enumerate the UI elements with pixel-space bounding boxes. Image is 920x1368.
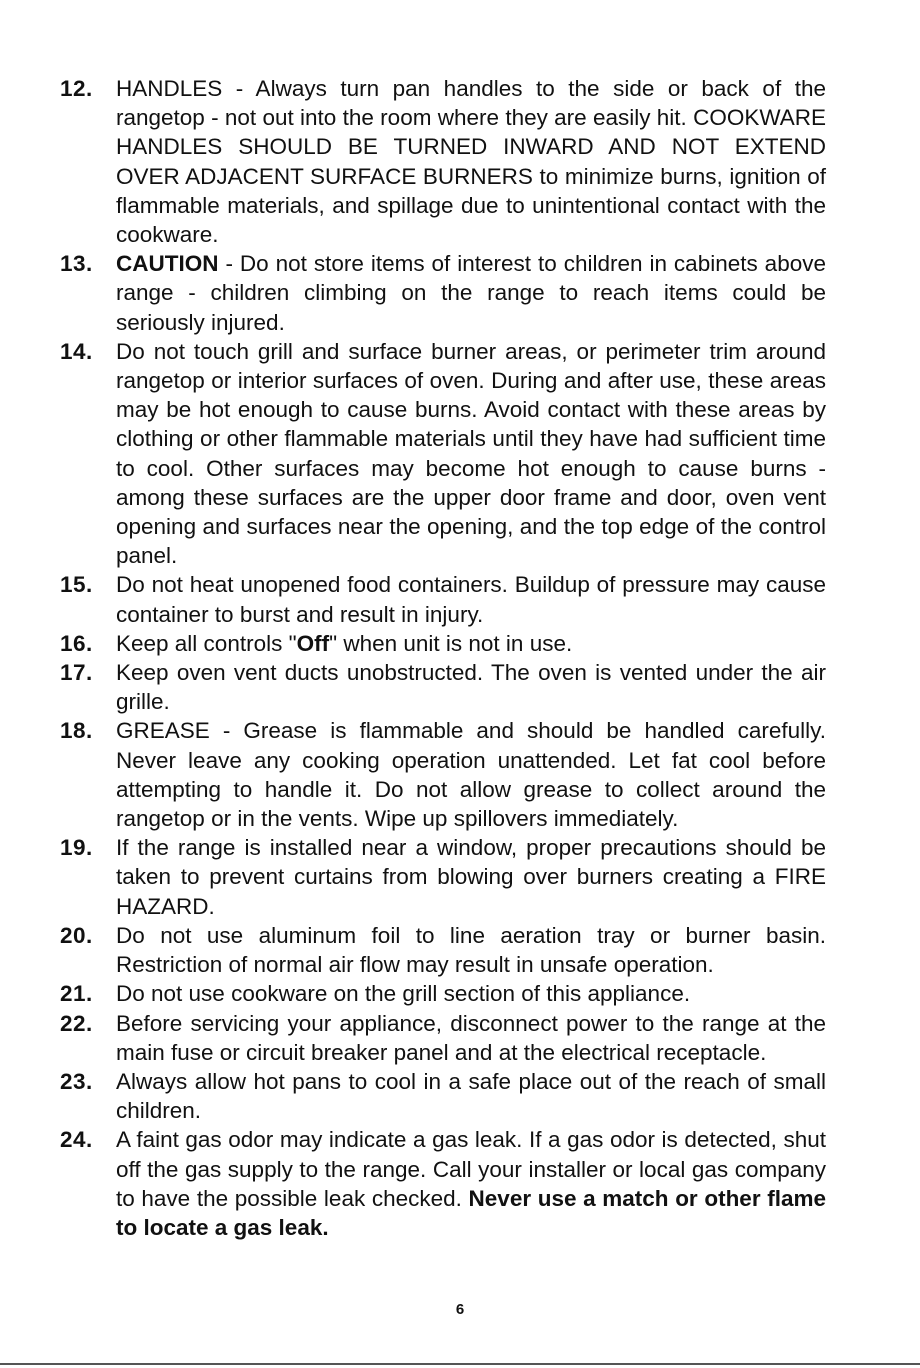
text-segment: GREASE - Grease is flammable and should be handled carefully. Never leave any cooking operation unattended. Let fat cool before attempting to handle it. Do not allow grease to collect around the rangetop or in the vents. Wipe up spillovers immediately. <box>116 718 826 832</box>
text-segment: Do not use aluminum foil to line aeration tray or burner basin. Restriction of normal air flow may result in unsafe operation. <box>116 922 826 978</box>
item-number: 22. <box>60 1010 93 1036</box>
item-text <box>116 1069 826 1123</box>
item-text <box>116 339 826 568</box>
item-text <box>116 631 572 656</box>
safety-instructions-list <box>60 74 826 1242</box>
text-segment: Before servicing your appliance, disconnect power to the range at the main fuse or circuit breaker panel and at the electrical receptacle. <box>116 1010 826 1065</box>
emphasized-text: Off <box>296 630 330 656</box>
item-number: 13. <box>60 251 93 277</box>
item-number: 12. <box>60 76 93 101</box>
item-text <box>116 718 826 831</box>
page-number: 6 <box>455 1301 465 1318</box>
text-segment: If the range is installed near a window, proper precautions should be taken to prevent curtains from blowing over burners creating a FIRE HAZARD. <box>116 835 826 919</box>
item-number: 15. <box>60 572 93 598</box>
emphasized-text: Never use a match or other flame to locate a gas leak. <box>116 1185 826 1240</box>
text-segment: " when unit is not in use. <box>329 630 573 656</box>
text-segment: Always allow hot pans to cool in a safe place out of the reach of small children. <box>116 1068 826 1124</box>
list-item <box>60 716 826 833</box>
list-item <box>60 249 826 337</box>
item-text <box>116 835 826 918</box>
list-item <box>60 1125 826 1242</box>
text-segment: Do not use cookware on the grill section of this appliance. <box>116 981 691 1007</box>
item-text <box>116 251 826 334</box>
item-text <box>116 981 690 1006</box>
item-number: 17. <box>60 660 93 686</box>
item-text <box>116 76 826 247</box>
item-text <box>116 1127 826 1240</box>
item-text <box>116 660 826 714</box>
list-item <box>60 1009 826 1067</box>
text-segment: Do not touch grill and surface burner areas, or perimeter trim around rangetop or interior surfaces of oven. During and after use, these areas may be hot enough to cause burns. Avoid contact with these areas by clothing or other flammable materials until they have had sufficient time to cool. Other surfaces may become hot enough to cause burns - among these surfaces are the upper door frame and door, oven vent opening and surfaces near the opening, and the top edge of the control panel. <box>116 338 826 569</box>
item-text <box>116 923 826 977</box>
list-item <box>60 570 826 628</box>
list-item <box>60 629 826 658</box>
list-item <box>60 833 826 921</box>
list-item <box>60 921 826 979</box>
list-item <box>60 1067 826 1125</box>
text-segment: A faint gas odor may indicate a gas leak. If a gas odor is detected, shut off the gas supply to the range. Call your installer or local gas company to have the possible leak checked. <box>116 1127 826 1211</box>
emphasized-text: CAUTION <box>116 251 219 277</box>
item-number: 24. <box>60 1127 93 1153</box>
item-text <box>116 572 826 626</box>
text-segment: Keep all controls " <box>116 630 297 656</box>
list-item <box>60 658 826 716</box>
list-item <box>60 337 826 571</box>
text-segment: HANDLES - Always turn pan handles to the side or back of the rangetop - not out into the room where they are easily hit. COOKWARE HANDLES SHOULD BE TURNED INWARD AND NOT EXTEND OVER ADJACENT SURFACE BURNERS to minimize burns, ignition of flammable materials, and spillage due to unintentional contact with the cookware. <box>116 76 826 248</box>
item-number: 18. <box>60 718 93 744</box>
list-item <box>60 74 826 249</box>
bottom-rule <box>0 1363 920 1365</box>
item-number: 21. <box>60 981 93 1007</box>
text-segment: - Do not store items of interest to children in cabinets above range - children climbing on the range to reach items could be seriously injured. <box>116 251 826 335</box>
item-number: 23. <box>60 1068 93 1094</box>
text-segment: Keep oven vent ducts unobstructed. The oven is vented under the air grille. <box>116 660 826 715</box>
item-number: 16. <box>60 630 93 656</box>
list-item <box>60 979 826 1008</box>
item-number: 20. <box>60 922 93 948</box>
text-segment: Do not heat unopened food containers. Buildup of pressure may cause container to burst and result in injury. <box>116 572 826 627</box>
item-text <box>116 1011 826 1065</box>
item-number: 19. <box>60 835 93 861</box>
item-number: 14. <box>60 338 93 364</box>
